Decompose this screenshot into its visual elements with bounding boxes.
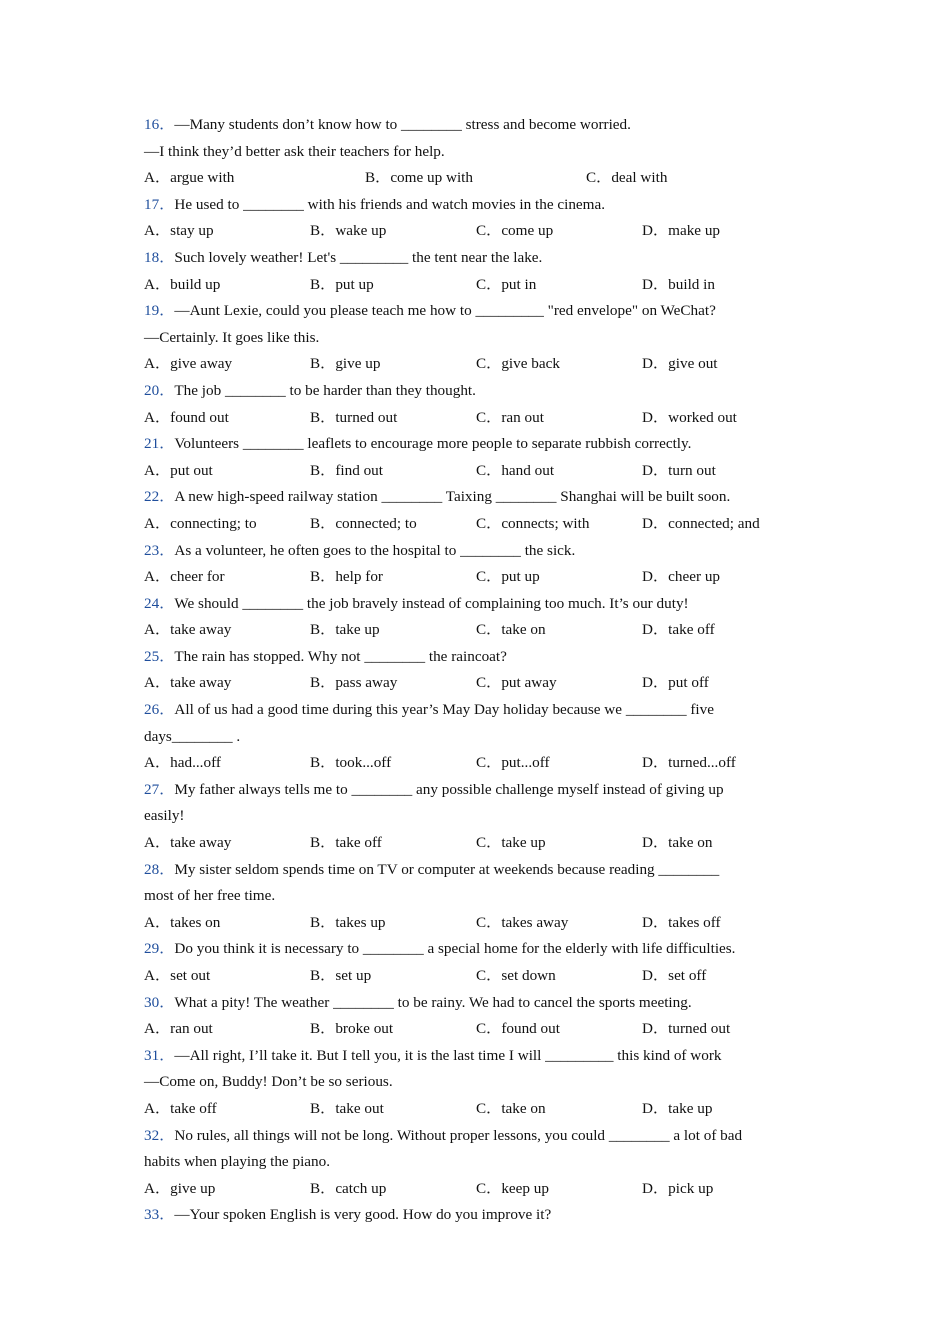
option-a: A．build up [144, 275, 221, 293]
option-c: C．give back [476, 355, 560, 373]
option-c: C．put...off [476, 754, 550, 772]
options-row [144, 351, 824, 378]
option-d: D．turn out [642, 461, 716, 479]
options-row [144, 272, 824, 299]
option-c: C．keep up [476, 1179, 549, 1197]
option-c: C．take on [476, 1099, 546, 1117]
question-text: —Many students don’t know how to ________ stress and become worried. [174, 116, 631, 133]
option-b: B．take up [310, 621, 380, 639]
question-line [144, 591, 824, 618]
question-text: My father always tells me to ________ any possible challenge myself instead of giving up [174, 780, 724, 798]
question-text: —Certainly. It goes like this. [144, 328, 320, 346]
question-21 [144, 431, 824, 484]
question-17 [144, 192, 824, 245]
option-d: D．take on [642, 834, 713, 852]
question-number: 16． [144, 116, 175, 133]
question-number: 22． [144, 488, 175, 506]
question-number: 24． [144, 594, 175, 612]
option-d: D．give out [642, 355, 718, 373]
question-22 [144, 484, 824, 537]
question-number: 20． [144, 381, 175, 399]
option-c: C．takes away [476, 913, 569, 931]
options-row [144, 1096, 824, 1123]
question-text: —Come on, Buddy! Don’t be so serious. [144, 1073, 393, 1091]
question-text: —All right, I’ll take it. But I tell you, it is the last time I will _________ this kind of work [174, 1046, 722, 1064]
question-number: 30． [144, 993, 175, 1011]
option-c: C．put in [476, 275, 537, 293]
options-row [144, 1176, 824, 1203]
question-25 [144, 644, 824, 697]
option-a: A．give away [144, 355, 233, 373]
option-c: C．hand out [476, 461, 555, 479]
option-a: A．found out [144, 408, 229, 426]
question-number: 29． [144, 940, 175, 958]
option-b: B．wake up [310, 222, 387, 240]
question-line [144, 777, 824, 804]
question-line [144, 112, 824, 139]
option-a: A．give up [144, 1179, 216, 1197]
question-27 [144, 777, 824, 857]
question-23 [144, 538, 824, 591]
option-d: D．connected; and [642, 514, 760, 532]
option-a: A．argue with [144, 169, 235, 187]
question-text: Such lovely weather! Let's _________ the tent near the lake. [174, 248, 543, 266]
option-d: D．take up [642, 1099, 713, 1117]
option-a: A．takes on [144, 913, 221, 931]
question-number: 27． [144, 780, 175, 798]
options-row [144, 511, 824, 538]
question-text: As a volunteer, he often goes to the hospital to ________ the sick. [174, 541, 576, 559]
option-a: A．take off [144, 1099, 217, 1117]
question-line [144, 139, 824, 166]
question-number: 21． [144, 435, 175, 453]
question-line [144, 990, 824, 1017]
options-row [144, 963, 824, 990]
question-text: A new high-speed railway station ________ Taixing ________ Shanghai will be built soon. [174, 488, 731, 506]
question-text: Volunteers ________ leaflets to encourage more people to separate rubbish correctly. [174, 435, 692, 453]
question-text: —Your spoken English is very good. How do you improve it? [174, 1206, 552, 1224]
question-line [144, 1069, 824, 1096]
option-a: A．had...off [144, 754, 221, 772]
option-d: D．turned out [642, 1020, 731, 1038]
option-d: D．cheer up [642, 568, 721, 586]
option-a: A．cheer for [144, 568, 225, 586]
question-text: easily! [144, 807, 185, 825]
option-d: D．takes off [642, 913, 721, 931]
options-row [144, 670, 824, 697]
option-b: B．come up with [365, 169, 473, 187]
option-a: A．put out [144, 461, 213, 479]
option-d: D．put off [642, 674, 709, 692]
option-a: A．stay up [144, 222, 214, 240]
question-text: All of us had a good time during this year’s May Day holiday because we ________ five [174, 701, 714, 719]
question-text: days________ . [144, 727, 241, 745]
question-26 [144, 697, 824, 777]
question-text: No rules, all things will not be long. Without proper lessons, you could ________ a lot of bad [174, 1126, 743, 1144]
question-text: —I think they’d better ask their teachers for help. [144, 142, 445, 160]
options-row [144, 910, 824, 937]
question-32 [144, 1123, 824, 1203]
option-b: B．connected; to [310, 514, 417, 532]
question-text: The rain has stopped. Why not ________ the raincoat? [174, 647, 507, 665]
option-d: D．turned...off [642, 754, 736, 772]
question-number: 25． [144, 647, 175, 665]
option-b: B．put up [310, 275, 374, 293]
question-text: The job ________ to be harder than they thought. [174, 381, 476, 399]
option-d: D．pick up [642, 1179, 714, 1197]
question-number: 33． [144, 1206, 175, 1224]
option-b: B．take out [310, 1099, 384, 1117]
question-line [144, 325, 824, 352]
option-c: C．found out [476, 1020, 560, 1038]
option-c: C．set down [476, 967, 556, 984]
option-b: B．set up [310, 967, 372, 984]
question-text: He used to ________ with his friends and watch movies in the cinema. [174, 195, 606, 213]
question-line [144, 936, 824, 963]
option-c: C．take on [476, 621, 546, 639]
option-c: C．take up [476, 834, 546, 852]
option-b: B．turned out [310, 408, 398, 426]
question-line [144, 431, 824, 458]
question-line [144, 1123, 824, 1150]
options-row [144, 617, 824, 644]
question-line [144, 245, 824, 272]
question-number: 17． [144, 195, 175, 213]
question-30 [144, 990, 824, 1043]
option-c: C．connects; with [476, 514, 590, 532]
options-row [144, 564, 824, 591]
question-line [144, 298, 824, 325]
option-d: D．make up [642, 222, 721, 240]
option-a: A．take away [144, 621, 232, 639]
option-d: D．take off [642, 621, 715, 639]
question-28 [144, 857, 824, 937]
question-line [144, 1202, 824, 1229]
question-number: 26． [144, 701, 175, 719]
question-24 [144, 591, 824, 644]
question-20 [144, 378, 824, 431]
option-b: B．broke out [310, 1020, 394, 1038]
option-c: C．put away [476, 674, 557, 692]
question-line [144, 1043, 824, 1070]
option-b: B．took...off [310, 754, 392, 772]
question-number: 28． [144, 860, 175, 878]
option-b: B．pass away [310, 674, 398, 692]
question-number: 23． [144, 541, 175, 559]
question-text: What a pity! The weather ________ to be rainy. We had to cancel the sports meeting. [174, 993, 692, 1011]
option-c: C．come up [476, 222, 554, 240]
question-line [144, 378, 824, 405]
option-b: B．catch up [310, 1179, 387, 1197]
question-text: My sister seldom spends time on TV or computer at weekends because reading ________ [174, 860, 720, 878]
option-d: D．build in [642, 275, 715, 293]
question-text: We should ________ the job bravely instead of complaining too much. It’s our duty! [174, 594, 689, 612]
question-line [144, 724, 824, 751]
options-row [144, 458, 824, 485]
question-number: 32． [144, 1126, 175, 1144]
question-line [144, 1149, 824, 1176]
option-b: B．find out [310, 461, 383, 479]
options-row [144, 405, 824, 432]
question-number: 31． [144, 1046, 175, 1064]
question-19 [144, 298, 824, 378]
question-line [144, 192, 824, 219]
question-31 [144, 1043, 824, 1123]
options-row [144, 830, 824, 857]
question-text: Do you think it is necessary to ________ a special home for the elderly with life difficulties. [174, 940, 736, 958]
option-b: B．take off [310, 834, 382, 852]
question-line [144, 803, 824, 830]
option-c: C．ran out [476, 408, 544, 426]
options-row [144, 218, 824, 245]
question-line [144, 883, 824, 910]
option-c: C．put up [476, 568, 540, 586]
option-b: B．help for [310, 568, 383, 586]
question-number: 18． [144, 248, 175, 266]
option-a: A．take away [144, 674, 232, 692]
question-33 [144, 1202, 824, 1229]
question-line [144, 484, 824, 511]
question-16 [144, 112, 824, 192]
option-d: D．set off [642, 967, 707, 984]
question-number: 19． [144, 302, 175, 320]
option-b: B．takes up [310, 913, 386, 931]
option-a: A．take away [144, 834, 232, 852]
question-line [144, 644, 824, 671]
question-text: most of her free time. [144, 887, 276, 905]
option-c: C．deal with [586, 169, 668, 187]
question-text: —Aunt Lexie, could you please teach me how to _________ "red envelope" on WeChat? [174, 302, 716, 320]
option-b: B．give up [310, 355, 381, 373]
question-18 [144, 245, 824, 298]
options-row [144, 750, 824, 777]
option-a: A．ran out [144, 1020, 213, 1038]
option-a: A．set out [144, 967, 211, 984]
question-29 [144, 936, 824, 989]
question-line [144, 697, 824, 724]
question-line [144, 857, 824, 884]
options-row [144, 1016, 824, 1043]
exercise-page [144, 112, 824, 1229]
option-d: D．worked out [642, 408, 737, 426]
question-line [144, 538, 824, 565]
options-row [144, 165, 824, 192]
question-text: habits when playing the piano. [144, 1153, 331, 1171]
option-a: A．connecting; to [144, 514, 257, 532]
